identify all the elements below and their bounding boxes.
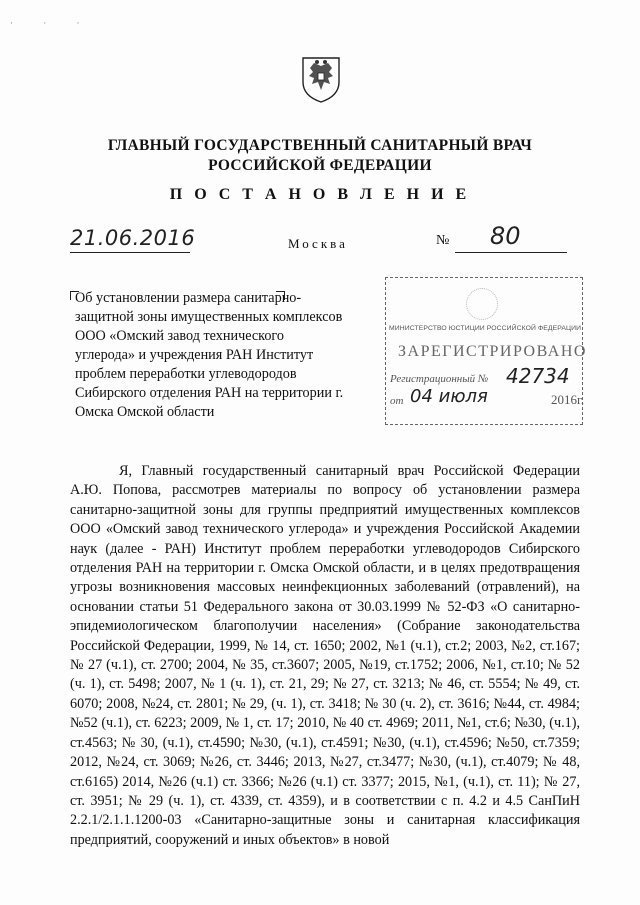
- document-type: П О С Т А Н О В Л Е Н И Е: [169, 186, 471, 203]
- stamp-registered: ЗАРЕГИСТРИРОВАНО: [398, 343, 587, 360]
- document-date: 21.06.2016: [70, 226, 196, 250]
- number-underline: [455, 252, 567, 253]
- org-title-line1: ГЛАВНЫЙ ГОСУДАРСТВЕННЫЙ САНИТАРНЫЙ ВРАЧ: [107, 137, 533, 154]
- stamp-emblem-icon: [466, 288, 498, 320]
- body-text: [70, 462, 580, 850]
- stamp-reg-date: 04 июля: [410, 386, 488, 407]
- body-paragraph: Я, Главный государственный санитарный врач Российской Федерации А.Ю. Попова, рассмотрев материалы по вопросу об установлении размера санитарно-защитной зоны для группы предприятий имущественных комплексов ООО «Омский завод технического углерода» и учреждения Российской Академии наук (далее - РАН) Институт проблем переработки углеводородов Сибирского отделения РАН на территории г. Омска Омской области, и в целях предотвращения угрозы возникновения массовых неинфекционных заболеваний (отравлений), на основании статьи 51 Федерального закона от 30.03.1999 № 52-ФЗ «О санитарно-эпидемиологическом благополучии населения» (Собрание законодательства Российской Федерации, 1999, № 14, ст. 1650; 2002, №1 (ч.1), ст.2; 2003, №2, ст.167; № 27 (ч.1), ст. 2700; 2004, № 35, ст.3607; 2005, №19, ст.1752; 2006, №1, ст.10; № 52 (ч. 1), ст. 5498; 2007, № 1 (ч. 1), ст. 21, 29; № 27, ст. 3213; № 46, ст. 5554; № 49, ст. 6070; 2008, №24, ст. 2801; № 29, (ч. 1), ст. 3418; № 30 (ч. 2), ст. 3616; №44, ст. 4984; №52 (ч.1), ст. 6223; 2009, № 1, ст. 17; 2010, № 40 ст. 4969; 2011, №1, ст.6; №30, (ч.1), ст.4563; № 30, (ч.1), ст.4590; №30, (ч.1), ст.4591; №30, (ч.1), ст.4596; №50, ст.7359; 2012, №24, ст. 3069; №26, ст. 3446; 2013, №27, ст.3477; №30, (ч.1), ст.4079; № 48, ст.6165) 2014, №26 (ч.1) ст. 3366; №26 (ч.1) ст. 3377; 2015, №1, (ч.1), ст. 11); № 27, ст. 3951; № 29 (ч. 1), ст. 4339, ст. 4359), и в соответствии с п. 4.2 и 4.5 СанПиН 2.2.1/2.1.1.1200-03 «Санитарно-защитные зоны и санитарная классификация предприятий, сооружений и иных объектов» в новой: [70, 463, 580, 848]
- stamp-reg-number: 42734: [506, 364, 570, 388]
- org-title-line2: РОССИЙСКОЙ ФЕДЕРАЦИИ: [208, 157, 432, 174]
- stamp-reg-year: 2016г.: [551, 392, 585, 407]
- stamp-from-label: от: [390, 395, 404, 407]
- subject-block: [75, 289, 345, 422]
- stamp-ministry: МИНИСТЕРСТВО ЮСТИЦИИ РОССИЙСКОЙ ФЕДЕРАЦИИ: [389, 325, 582, 332]
- number-label: №: [436, 233, 450, 248]
- document-number: 80: [490, 222, 521, 250]
- document-city: Москва: [288, 236, 348, 251]
- date-underline: [70, 252, 190, 253]
- registration-stamp: [385, 277, 587, 425]
- scan-corner-marks: · · ·: [10, 18, 94, 28]
- stamp-reg-label: Регистрационный №: [390, 373, 489, 385]
- russian-coat-of-arms-icon: [298, 52, 344, 104]
- subject-text: Об установлении размера санитарно-защитной зоны имущественных комплексов ООО «Омский завод технического углерода» и учреждения РАН Институт проблем переработки углеводородов Сибирского отделения РАН на территории г. Омска Омской области: [75, 290, 344, 420]
